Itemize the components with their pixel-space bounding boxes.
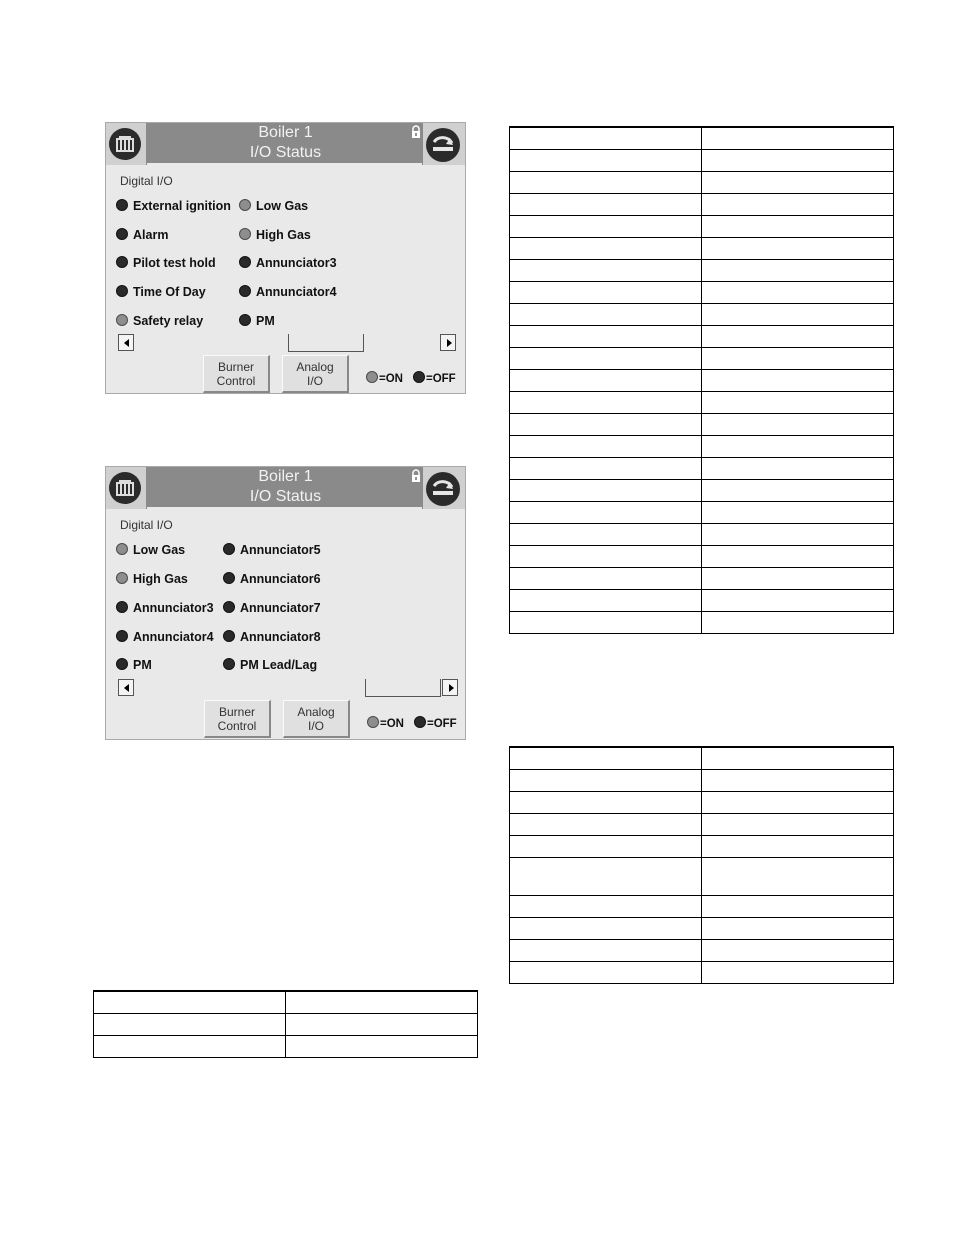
table-cell bbox=[701, 611, 894, 633]
digital-io-label: Digital I/O bbox=[120, 518, 173, 532]
table-cell bbox=[701, 303, 894, 325]
table-row bbox=[510, 193, 894, 215]
io-status-screen-1 bbox=[105, 122, 466, 394]
status-indicator bbox=[239, 256, 251, 268]
table-row bbox=[510, 813, 894, 835]
table-cell bbox=[510, 413, 702, 435]
screen-subtitle: I/O Status bbox=[249, 488, 322, 505]
table-cell bbox=[510, 567, 702, 589]
screen-header bbox=[146, 467, 425, 507]
table-cell bbox=[701, 215, 894, 237]
io-item-safety-relay: Safety relay bbox=[116, 313, 203, 329]
table-cell bbox=[701, 813, 894, 835]
legend-off: =OFF bbox=[414, 716, 457, 730]
table-cell bbox=[701, 457, 894, 479]
table-cell bbox=[510, 895, 702, 917]
table-cell bbox=[701, 589, 894, 611]
table-row bbox=[94, 1013, 478, 1035]
table-row bbox=[510, 917, 894, 939]
status-indicator bbox=[239, 199, 251, 211]
table-cell bbox=[701, 523, 894, 545]
table-cell bbox=[510, 215, 702, 237]
table-cell bbox=[701, 895, 894, 917]
table-row bbox=[510, 501, 894, 523]
lock-icon[interactable] bbox=[411, 125, 421, 139]
io-item-pm-lead-lag: PM Lead/Lag bbox=[223, 657, 317, 673]
table-cell bbox=[510, 769, 702, 791]
table-cell bbox=[701, 259, 894, 281]
table-row bbox=[510, 413, 894, 435]
table-cell bbox=[701, 769, 894, 791]
table-row bbox=[510, 523, 894, 545]
table-header-row bbox=[510, 127, 894, 149]
table-row bbox=[510, 259, 894, 281]
screen-subtitle: I/O Status bbox=[249, 144, 322, 161]
table-row bbox=[510, 303, 894, 325]
status-indicator bbox=[116, 314, 128, 326]
table-cell bbox=[510, 939, 702, 961]
table-row bbox=[510, 149, 894, 171]
screen-header bbox=[146, 123, 425, 163]
back-button[interactable] bbox=[422, 467, 465, 509]
table-cell bbox=[701, 413, 894, 435]
table-row bbox=[510, 567, 894, 589]
io-item-annunciator4: Annunciator4 bbox=[116, 629, 214, 645]
analog-io-button[interactable]: Analog I/O bbox=[282, 355, 349, 393]
screen-title: Boiler 1 bbox=[258, 468, 313, 485]
status-indicator bbox=[116, 199, 128, 211]
table-header-row bbox=[510, 747, 894, 769]
boiler-home-icon bbox=[109, 472, 141, 504]
io-item-annunciator5: Annunciator5 bbox=[223, 542, 321, 558]
table-cell bbox=[701, 237, 894, 259]
status-indicator bbox=[223, 601, 235, 613]
analog-io-button[interactable]: Analog I/O bbox=[283, 700, 350, 738]
table-cell bbox=[701, 369, 894, 391]
table-row bbox=[510, 457, 894, 479]
table-cell bbox=[701, 325, 894, 347]
scroll-right-button[interactable] bbox=[442, 679, 458, 696]
legend-on: =ON bbox=[366, 371, 403, 385]
home-button[interactable] bbox=[106, 123, 147, 165]
table-cell bbox=[510, 325, 702, 347]
table-row bbox=[510, 391, 894, 413]
io-item-alarm: Alarm bbox=[116, 227, 168, 243]
lock-icon[interactable] bbox=[411, 469, 421, 483]
legend-on: =ON bbox=[367, 716, 404, 730]
table-cell bbox=[285, 991, 478, 1013]
boiler-home-icon bbox=[109, 128, 141, 160]
table-cell bbox=[510, 435, 702, 457]
table-row bbox=[510, 895, 894, 917]
io-item-low-gas: Low Gas bbox=[239, 198, 308, 214]
io-item-annunciator6: Annunciator6 bbox=[223, 571, 321, 587]
arrow-right-icon bbox=[447, 339, 452, 347]
table-cell bbox=[510, 479, 702, 501]
io-item-time-of-day: Time Of Day bbox=[116, 284, 206, 300]
status-indicator bbox=[116, 256, 128, 268]
table-cell bbox=[94, 991, 286, 1013]
table-cell bbox=[701, 281, 894, 303]
burner-control-button[interactable]: Burner Control bbox=[203, 355, 270, 393]
back-arrow-icon bbox=[426, 472, 460, 506]
table-cell bbox=[510, 237, 702, 259]
io-item-high-gas: High Gas bbox=[239, 227, 311, 243]
table-cell bbox=[510, 857, 702, 895]
table-row bbox=[510, 791, 894, 813]
status-indicator bbox=[116, 630, 128, 642]
table-cell bbox=[701, 791, 894, 813]
table-cell bbox=[510, 303, 702, 325]
table-row bbox=[510, 545, 894, 567]
status-indicator bbox=[116, 285, 128, 297]
io-item-annunciator7: Annunciator7 bbox=[223, 600, 321, 616]
table-cell bbox=[701, 149, 894, 171]
table-cell bbox=[510, 391, 702, 413]
table-row bbox=[510, 769, 894, 791]
status-indicator bbox=[223, 572, 235, 584]
io-item-pm: PM bbox=[239, 313, 275, 329]
table-cell bbox=[701, 857, 894, 895]
table-cell bbox=[701, 835, 894, 857]
io-item-low-gas: Low Gas bbox=[116, 542, 185, 558]
table-cell bbox=[510, 813, 702, 835]
table-cell bbox=[510, 747, 702, 769]
table-cell bbox=[510, 523, 702, 545]
table-cell bbox=[701, 961, 894, 983]
table-cell bbox=[701, 347, 894, 369]
io-item-annunciator4: Annunciator4 bbox=[239, 284, 337, 300]
table-cell bbox=[510, 281, 702, 303]
table-cell bbox=[701, 567, 894, 589]
table-cell bbox=[510, 835, 702, 857]
table-row bbox=[510, 611, 894, 633]
table-cell bbox=[701, 917, 894, 939]
table-cell bbox=[701, 501, 894, 523]
table-row bbox=[510, 325, 894, 347]
table-cell bbox=[510, 791, 702, 813]
table-cell bbox=[510, 545, 702, 567]
off-indicator-icon bbox=[414, 716, 426, 728]
blank-table-right-top bbox=[509, 126, 894, 634]
scrollbar-thumb[interactable] bbox=[288, 350, 364, 352]
table-row bbox=[510, 961, 894, 983]
legend-off: =OFF bbox=[413, 371, 456, 385]
home-button[interactable] bbox=[106, 467, 147, 509]
table-cell bbox=[701, 171, 894, 193]
table-row bbox=[510, 369, 894, 391]
table-cell bbox=[701, 435, 894, 457]
table-cell bbox=[510, 457, 702, 479]
back-button[interactable] bbox=[422, 123, 465, 165]
on-indicator-icon bbox=[367, 716, 379, 728]
table-cell bbox=[701, 747, 894, 769]
table-cell bbox=[510, 149, 702, 171]
table-cell bbox=[94, 1035, 286, 1057]
screen-title: Boiler 1 bbox=[258, 124, 313, 141]
blank-table-left-bottom bbox=[93, 990, 478, 1058]
arrow-left-icon bbox=[124, 339, 129, 347]
burner-control-button[interactable]: Burner Control bbox=[204, 700, 271, 738]
table-cell bbox=[510, 193, 702, 215]
on-indicator-icon bbox=[366, 371, 378, 383]
table-cell bbox=[510, 369, 702, 391]
io-item-annunciator3: Annunciator3 bbox=[239, 255, 337, 271]
io-item-pilot-test-hold: Pilot test hold bbox=[116, 255, 216, 271]
status-indicator bbox=[223, 658, 235, 670]
scroll-left-button[interactable] bbox=[118, 334, 134, 351]
table-cell bbox=[510, 917, 702, 939]
arrow-right-icon bbox=[449, 684, 454, 692]
table-row bbox=[510, 435, 894, 457]
table-row bbox=[510, 237, 894, 259]
table-row bbox=[510, 215, 894, 237]
table-cell bbox=[701, 193, 894, 215]
io-item-pm: PM bbox=[116, 657, 152, 673]
back-arrow-icon bbox=[426, 128, 460, 162]
table-row bbox=[510, 939, 894, 961]
table-cell bbox=[285, 1035, 478, 1057]
io-item-annunciator3: Annunciator3 bbox=[116, 600, 214, 616]
table-cell bbox=[510, 961, 702, 983]
table-cell bbox=[94, 1013, 286, 1035]
status-indicator bbox=[239, 314, 251, 326]
table-cell bbox=[510, 611, 702, 633]
scroll-left-button[interactable] bbox=[118, 679, 134, 696]
status-indicator bbox=[116, 572, 128, 584]
io-status-screen-2 bbox=[105, 466, 466, 740]
io-item-external-ignition: External ignition bbox=[116, 198, 231, 214]
digital-io-label: Digital I/O bbox=[120, 174, 173, 188]
table-cell bbox=[510, 347, 702, 369]
table-row bbox=[510, 347, 894, 369]
table-row bbox=[510, 479, 894, 501]
status-indicator bbox=[116, 543, 128, 555]
status-indicator bbox=[239, 228, 251, 240]
status-indicator bbox=[223, 630, 235, 642]
table-cell bbox=[510, 127, 702, 149]
table-cell bbox=[510, 259, 702, 281]
table-cell bbox=[701, 127, 894, 149]
status-indicator bbox=[116, 228, 128, 240]
table-cell bbox=[510, 171, 702, 193]
table-cell bbox=[285, 1013, 478, 1035]
table-cell bbox=[701, 479, 894, 501]
status-indicator bbox=[116, 601, 128, 613]
table-cell bbox=[701, 939, 894, 961]
io-item-annunciator8: Annunciator8 bbox=[223, 629, 321, 645]
table-cell bbox=[510, 501, 702, 523]
table-header-row bbox=[94, 991, 478, 1013]
arrow-left-icon bbox=[124, 684, 129, 692]
status-indicator bbox=[223, 543, 235, 555]
table-row bbox=[510, 171, 894, 193]
table-cell bbox=[510, 589, 702, 611]
scroll-right-button[interactable] bbox=[440, 334, 456, 351]
scrollbar-thumb[interactable] bbox=[365, 695, 441, 697]
table-row bbox=[510, 589, 894, 611]
table-cell bbox=[701, 391, 894, 413]
blank-table-right-bottom bbox=[509, 746, 894, 984]
status-indicator bbox=[116, 658, 128, 670]
table-row bbox=[510, 835, 894, 857]
table-cell bbox=[701, 545, 894, 567]
io-item-high-gas: High Gas bbox=[116, 571, 188, 587]
table-row bbox=[94, 1035, 478, 1057]
status-indicator bbox=[239, 285, 251, 297]
off-indicator-icon bbox=[413, 371, 425, 383]
table-row bbox=[510, 281, 894, 303]
table-row bbox=[510, 857, 894, 895]
